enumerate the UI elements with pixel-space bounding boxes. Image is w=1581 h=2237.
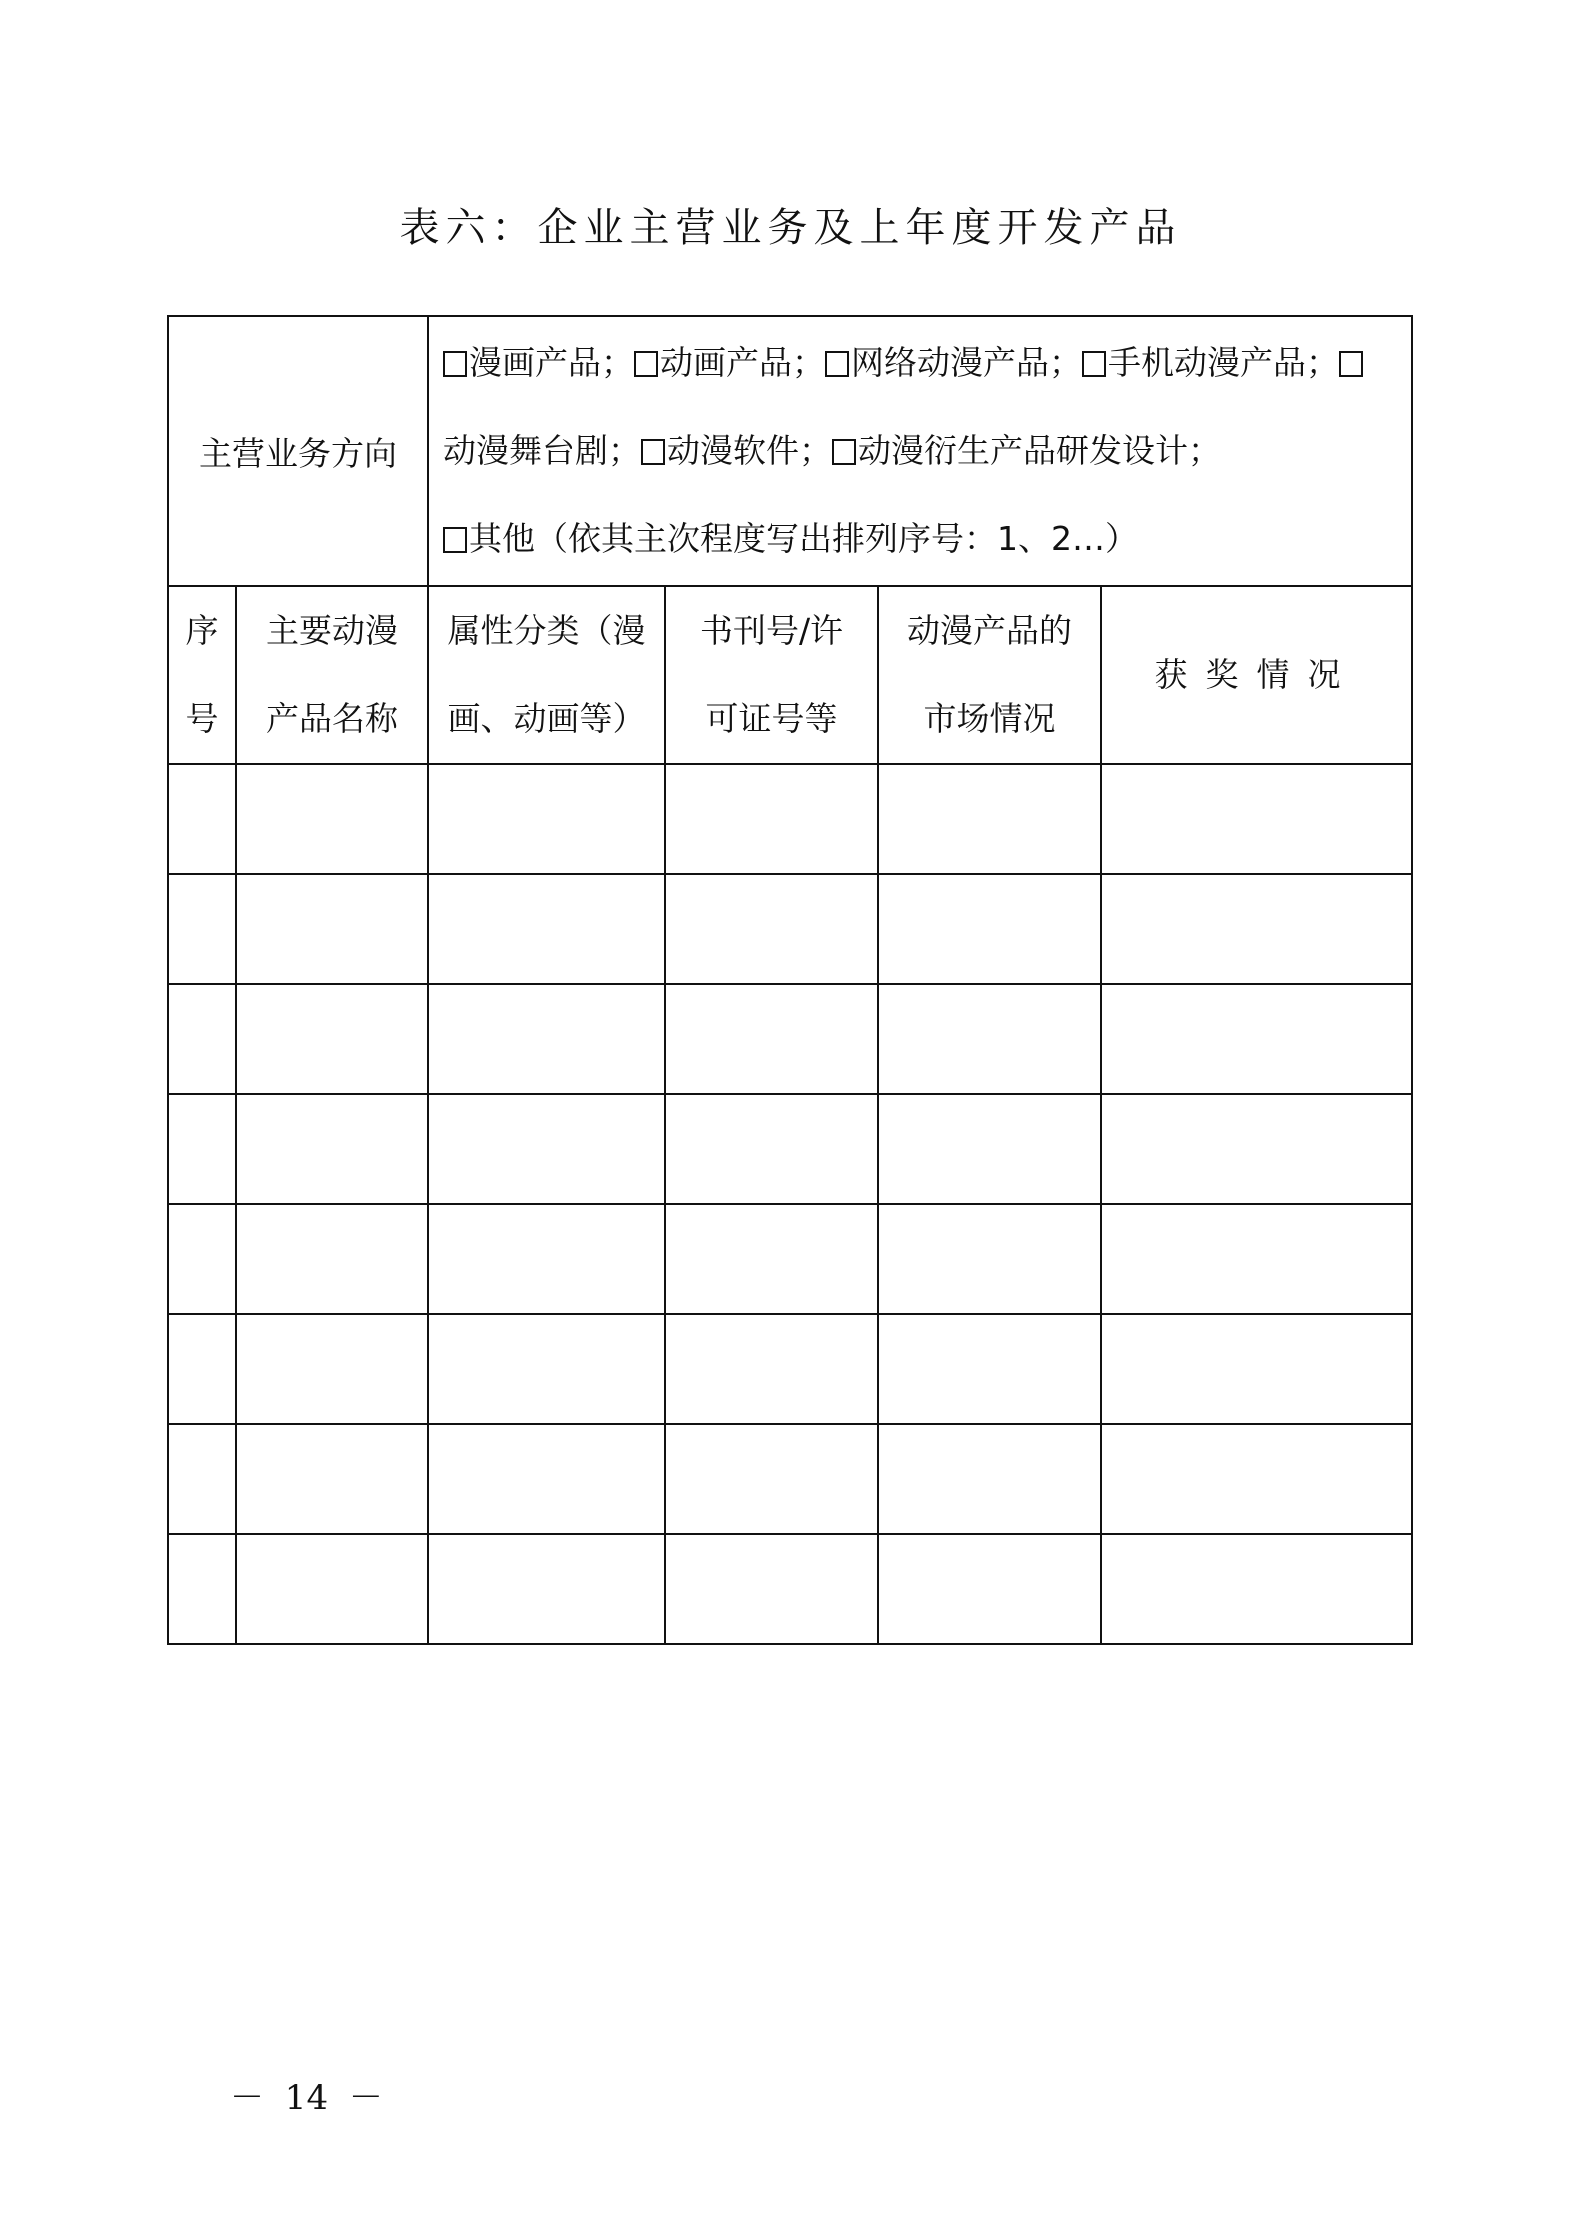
- business-direction-options: [428, 316, 1412, 586]
- cell-awards[interactable]: [1101, 1204, 1412, 1314]
- column-header-product-name: 主要动漫 产品名称: [236, 586, 428, 764]
- table-row: [168, 874, 1412, 984]
- option-comic-products[interactable]: 漫画产品；: [443, 343, 634, 382]
- cell-serial[interactable]: [168, 874, 236, 984]
- cell-license-number[interactable]: [665, 1534, 878, 1644]
- cell-serial[interactable]: [168, 1424, 236, 1534]
- cell-license-number[interactable]: [665, 984, 878, 1094]
- column-header-serial: 序 号: [168, 586, 236, 764]
- products-form-table: [167, 315, 1413, 1645]
- checkbox-icon[interactable]: [832, 439, 856, 465]
- cell-market-situation[interactable]: [878, 1094, 1101, 1204]
- table-row: [168, 1534, 1412, 1644]
- cell-serial[interactable]: [168, 1314, 236, 1424]
- page-number: － 14 －: [230, 2078, 383, 2118]
- cell-market-situation[interactable]: [878, 1314, 1101, 1424]
- checkbox-icon[interactable]: [1082, 351, 1106, 377]
- cell-category[interactable]: [428, 1534, 665, 1644]
- table-row: [168, 1094, 1412, 1204]
- cell-product-name[interactable]: [236, 764, 428, 874]
- cell-awards[interactable]: [1101, 984, 1412, 1094]
- option-stage-play[interactable]: 动漫舞台剧；: [443, 343, 1365, 470]
- checkbox-icon[interactable]: [443, 527, 467, 553]
- checkbox-icon[interactable]: [443, 351, 467, 377]
- cell-category[interactable]: [428, 764, 665, 874]
- cell-awards[interactable]: [1101, 764, 1412, 874]
- column-header-category: 属性分类（漫 画、动画等）: [428, 586, 665, 764]
- table-row: [168, 764, 1412, 874]
- cell-license-number[interactable]: [665, 1204, 878, 1314]
- cell-category[interactable]: [428, 1204, 665, 1314]
- cell-awards[interactable]: [1101, 1534, 1412, 1644]
- cell-category[interactable]: [428, 1424, 665, 1534]
- cell-awards[interactable]: [1101, 874, 1412, 984]
- cell-awards[interactable]: [1101, 1424, 1412, 1534]
- cell-category[interactable]: [428, 1314, 665, 1424]
- cell-license-number[interactable]: [665, 874, 878, 984]
- checkbox-icon[interactable]: [825, 351, 849, 377]
- cell-product-name[interactable]: [236, 1424, 428, 1534]
- cell-awards[interactable]: [1101, 1314, 1412, 1424]
- cell-serial[interactable]: [168, 1094, 236, 1204]
- table-row: [168, 984, 1412, 1094]
- cell-serial[interactable]: [168, 1534, 236, 1644]
- cell-product-name[interactable]: [236, 1314, 428, 1424]
- cell-product-name[interactable]: [236, 874, 428, 984]
- page-title: 表六：企业主营业务及上年度开发产品: [399, 205, 1182, 251]
- checkbox-icon[interactable]: [1339, 351, 1363, 377]
- cell-license-number[interactable]: [665, 764, 878, 874]
- column-header-market-situation: 动漫产品的 市场情况: [878, 586, 1101, 764]
- cell-product-name[interactable]: [236, 1204, 428, 1314]
- cell-serial[interactable]: [168, 984, 236, 1094]
- option-animation-products[interactable]: 动画产品；: [634, 343, 825, 382]
- checkbox-icon[interactable]: [641, 439, 665, 465]
- cell-category[interactable]: [428, 874, 665, 984]
- table-header-row: [168, 586, 1412, 764]
- cell-serial[interactable]: [168, 1204, 236, 1314]
- business-direction-row: [168, 316, 1412, 586]
- option-animation-software[interactable]: 动漫软件；: [641, 431, 832, 470]
- cell-product-name[interactable]: [236, 1094, 428, 1204]
- cell-category[interactable]: [428, 984, 665, 1094]
- option-other[interactable]: 其他（依其主次程度写出排列序号：1、2…）: [443, 519, 1138, 558]
- cell-market-situation[interactable]: [878, 874, 1101, 984]
- cell-license-number[interactable]: [665, 1314, 878, 1424]
- cell-market-situation[interactable]: [878, 1534, 1101, 1644]
- cell-market-situation[interactable]: [878, 1424, 1101, 1534]
- option-online-animation[interactable]: 网络动漫产品；: [825, 343, 1082, 382]
- business-direction-label: 主营业务方向: [168, 316, 428, 586]
- option-derivative-design[interactable]: 动漫衍生产品研发设计；: [832, 431, 1221, 470]
- cell-product-name[interactable]: [236, 984, 428, 1094]
- cell-market-situation[interactable]: [878, 984, 1101, 1094]
- column-header-awards: 获奖情况: [1101, 586, 1412, 764]
- table-row: [168, 1424, 1412, 1534]
- cell-license-number[interactable]: [665, 1094, 878, 1204]
- cell-awards[interactable]: [1101, 1094, 1412, 1204]
- cell-serial[interactable]: [168, 764, 236, 874]
- checkbox-icon[interactable]: [634, 351, 658, 377]
- cell-product-name[interactable]: [236, 1534, 428, 1644]
- option-mobile-animation[interactable]: 手机动漫产品；: [1082, 343, 1339, 382]
- cell-market-situation[interactable]: [878, 1204, 1101, 1314]
- table-row: [168, 1204, 1412, 1314]
- column-header-license-number: 书刊号/许 可证号等: [665, 586, 878, 764]
- table-row: [168, 1314, 1412, 1424]
- cell-market-situation[interactable]: [878, 764, 1101, 874]
- cell-category[interactable]: [428, 1094, 665, 1204]
- cell-license-number[interactable]: [665, 1424, 878, 1534]
